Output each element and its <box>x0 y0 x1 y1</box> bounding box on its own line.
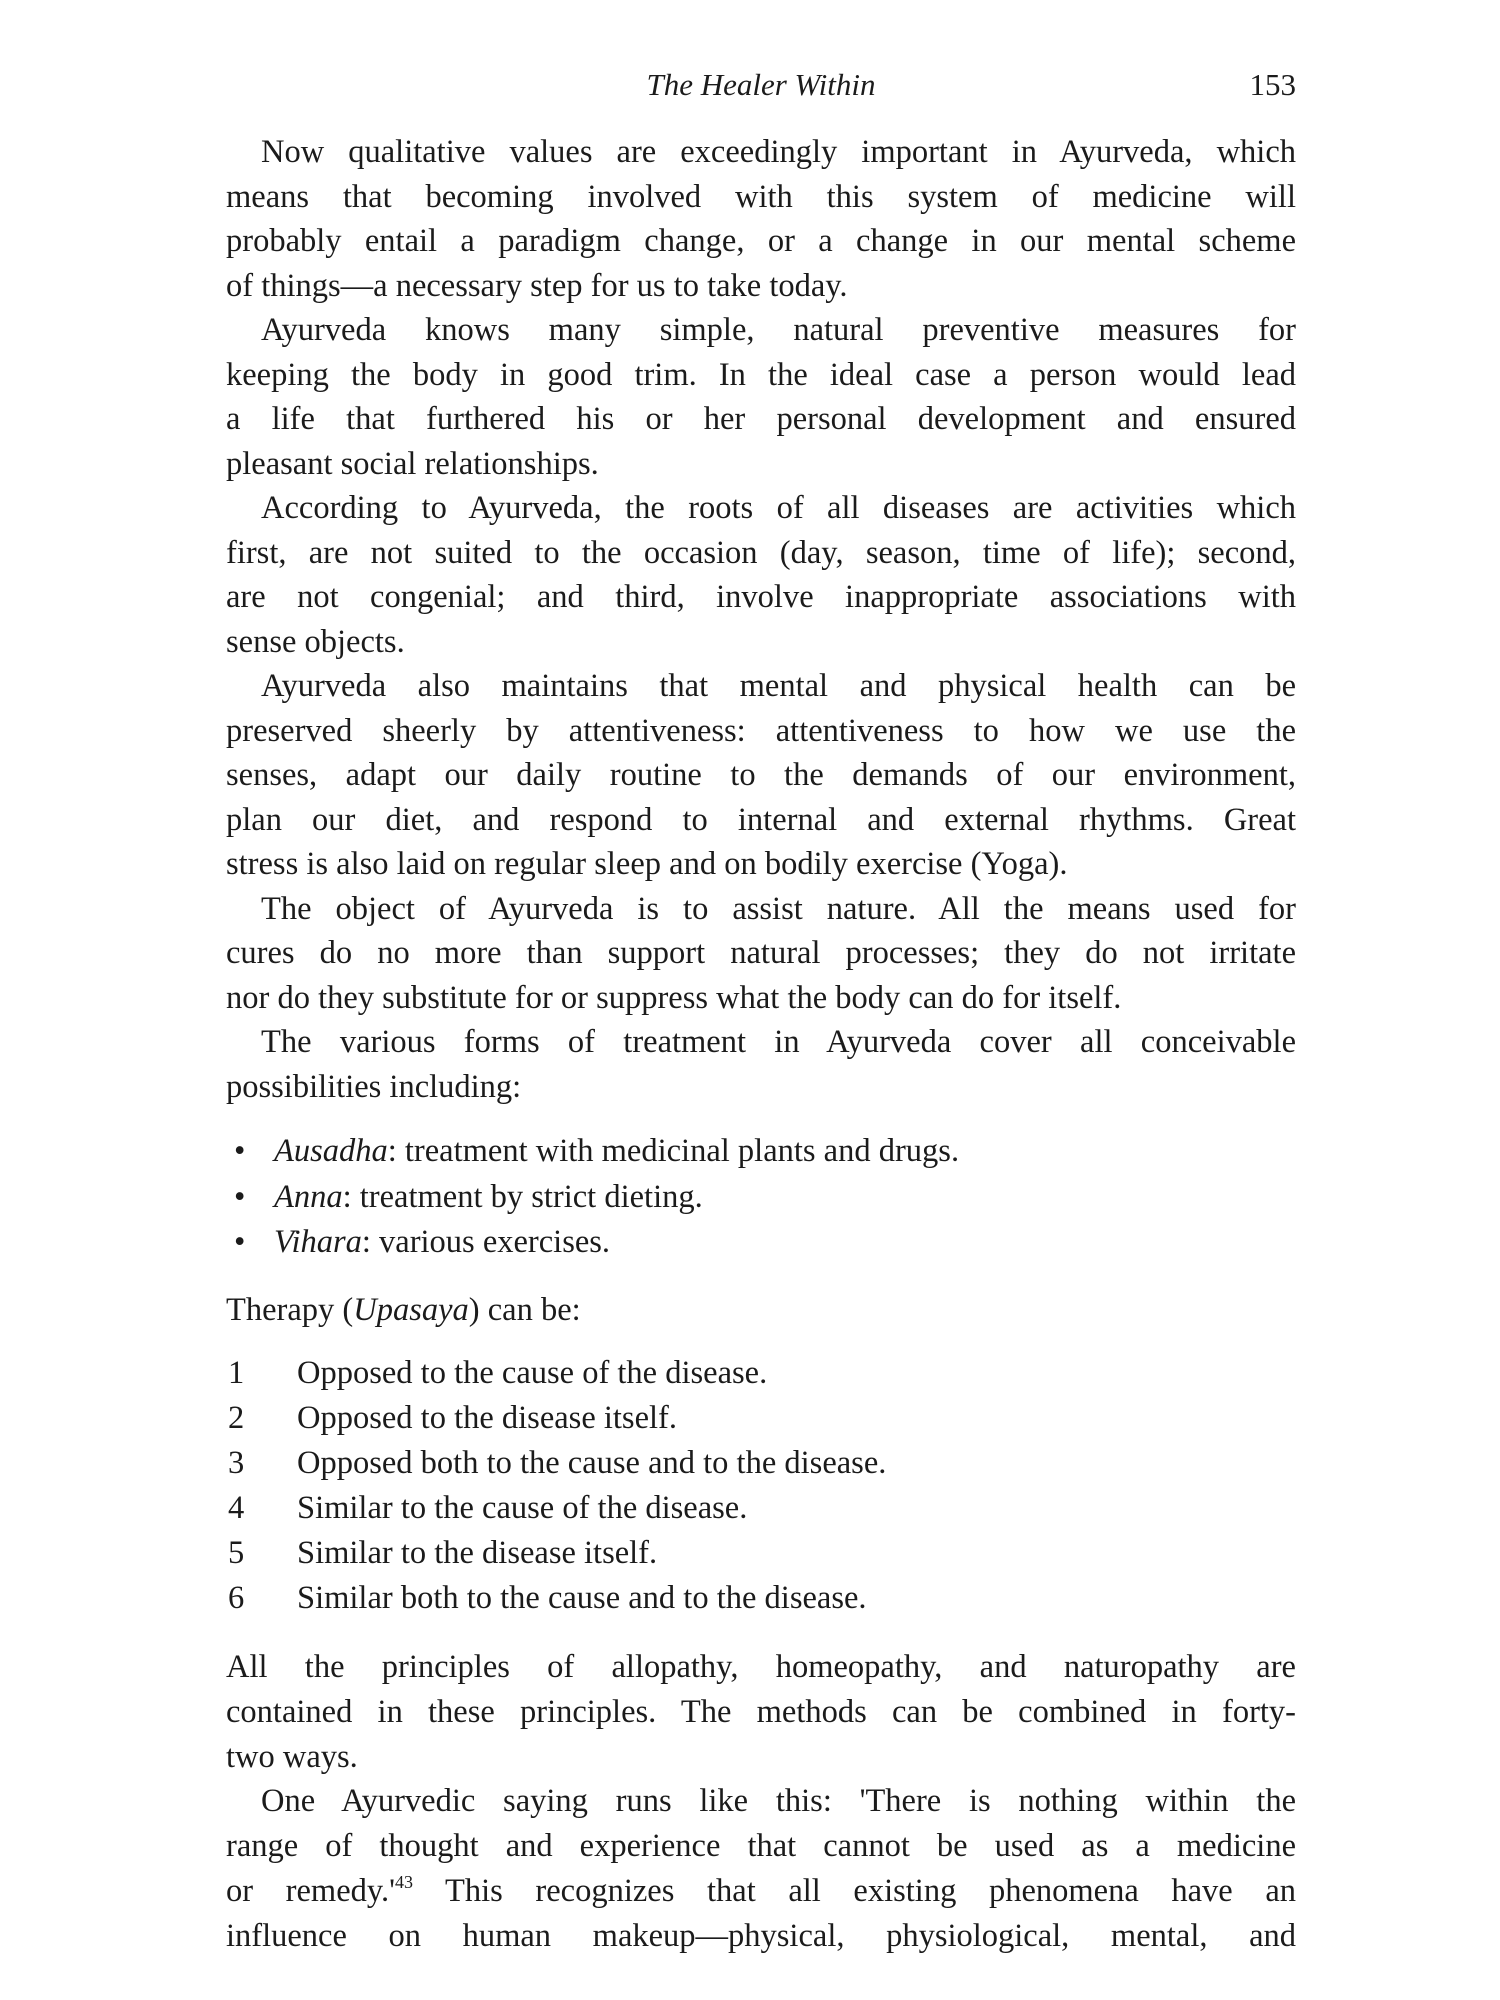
bullet-term: Anna <box>274 1178 343 1215</box>
text-line: range of thought and experience that cannot be used as a medicine <box>226 1828 1296 1865</box>
therapy-numbered-list <box>226 1351 1296 1621</box>
therapy-term: Upasaya <box>353 1292 469 1328</box>
text-line: first, are not suited to the occasion (day, season, time of life); second, <box>226 534 1296 571</box>
text-line: preserved sheerly by attentiveness: attentiveness to how we use the <box>226 712 1296 749</box>
item-text: Similar to the disease itself. <box>297 1535 658 1571</box>
item-text: Opposed both to the cause and to the disease. <box>297 1445 887 1481</box>
therapy-text-before: Therapy ( <box>226 1292 354 1328</box>
bullet-item <box>226 1129 1296 1175</box>
bullet-term: Vihara <box>274 1224 362 1260</box>
text-line: One Ayurvedic saying runs like this: 'There is nothing within the <box>261 1783 1296 1820</box>
text-line: sense objects. <box>226 623 405 660</box>
item-number: 3 <box>228 1445 245 1481</box>
treatment-bullet-list <box>226 1129 1296 1266</box>
text-line: possibilities including: <box>226 1068 522 1105</box>
text-line: The various forms of treatment in Ayurveda cover all conceivable <box>261 1024 1296 1060</box>
text-line: Ayurveda knows many simple, natural preventive measures for <box>261 312 1296 348</box>
bullet-text: : treatment with medicinal plants and drugs. <box>387 1133 960 1169</box>
text-line: contained in these principles. The methods can be combined in forty- <box>226 1693 1296 1730</box>
bullet-text: : treatment by strict dieting. <box>342 1178 703 1215</box>
numbered-item <box>226 1576 1296 1621</box>
text-line: nor do they substitute for or suppress what the body can do for itself. <box>226 979 1122 1016</box>
body-text-top <box>226 130 1296 1109</box>
item-text: Similar both to the cause and to the disease. <box>297 1580 867 1616</box>
page-number: 153 <box>1249 67 1296 102</box>
numbered-item <box>226 1441 1296 1486</box>
text-line: All the principles of allopathy, homeopathy, and naturopathy are <box>226 1649 1296 1685</box>
text-line: senses, adapt our daily routine to the demands of our environment, <box>226 757 1296 793</box>
bullet-icon: • <box>234 1224 246 1260</box>
running-header <box>226 63 1296 107</box>
text-line: The object of Ayurveda is to assist nature. All the means used for <box>261 890 1296 927</box>
text-segment: This recognizes that all existing phenomena have an <box>413 1872 1296 1909</box>
text-line: influence on human makeup—physical, physiological, mental, and <box>226 1917 1296 1954</box>
item-number: 4 <box>228 1490 245 1526</box>
item-text: Opposed to the disease itself. <box>297 1400 677 1436</box>
text-line: of things—a necessary step for us to take today. <box>226 267 848 304</box>
text-line: means that becoming involved with this system of medicine will <box>226 178 1296 215</box>
item-text: Similar to the cause of the disease. <box>297 1490 748 1526</box>
text-line: According to Ayurveda, the roots of all diseases are activities which <box>261 490 1296 526</box>
text-line: stress is also laid on regular sleep and on bodily exercise (Yoga). <box>226 846 1068 882</box>
bullet-item <box>226 1220 1296 1266</box>
text-line: are not congenial; and third, involve inappropriate associations with <box>226 579 1296 615</box>
text-line: two ways. <box>226 1738 358 1775</box>
body-text-bottom <box>226 1645 1296 1959</box>
numbered-item <box>226 1351 1296 1396</box>
bullet-term: Ausadha <box>274 1133 388 1169</box>
text-line: cures do no more than support natural processes; they do not irritate <box>226 935 1296 971</box>
item-number: 2 <box>228 1400 245 1436</box>
text-line: a life that furthered his or her personal development and ensured <box>226 401 1296 437</box>
bullet-text: : various exercises. <box>361 1224 611 1260</box>
text-line: pleasant social relationships. <box>226 445 599 482</box>
text-segment: or remedy.' <box>226 1872 396 1909</box>
text-line: Now qualitative values are exceedingly important in Ayurveda, which <box>261 134 1296 170</box>
item-number: 5 <box>228 1535 245 1571</box>
text-line <box>226 1869 1296 1914</box>
therapy-intro <box>226 1288 1296 1333</box>
item-number: 1 <box>228 1355 245 1391</box>
bullet-item <box>226 1175 1296 1221</box>
running-header-title: The Healer Within <box>646 67 876 102</box>
item-text: Opposed to the cause of the disease. <box>297 1355 768 1391</box>
bullet-icon: • <box>234 1178 246 1215</box>
footnote-reference: 43 <box>395 1871 414 1892</box>
text-line: probably entail a paradigm change, or a change in our mental scheme <box>226 223 1296 259</box>
numbered-item <box>226 1486 1296 1531</box>
bullet-icon: • <box>234 1133 246 1169</box>
text-line: Ayurveda also maintains that mental and physical health can be <box>261 668 1296 704</box>
text-line: plan our diet, and respond to internal and external rhythms. Great <box>226 801 1296 838</box>
item-number: 6 <box>228 1580 245 1616</box>
therapy-text-after: ) can be: <box>468 1292 581 1328</box>
therapy-line <box>226 1288 1296 1333</box>
numbered-item <box>226 1396 1296 1441</box>
numbered-item <box>226 1531 1296 1576</box>
text-line: keeping the body in good trim. In the ideal case a person would lead <box>226 356 1296 393</box>
